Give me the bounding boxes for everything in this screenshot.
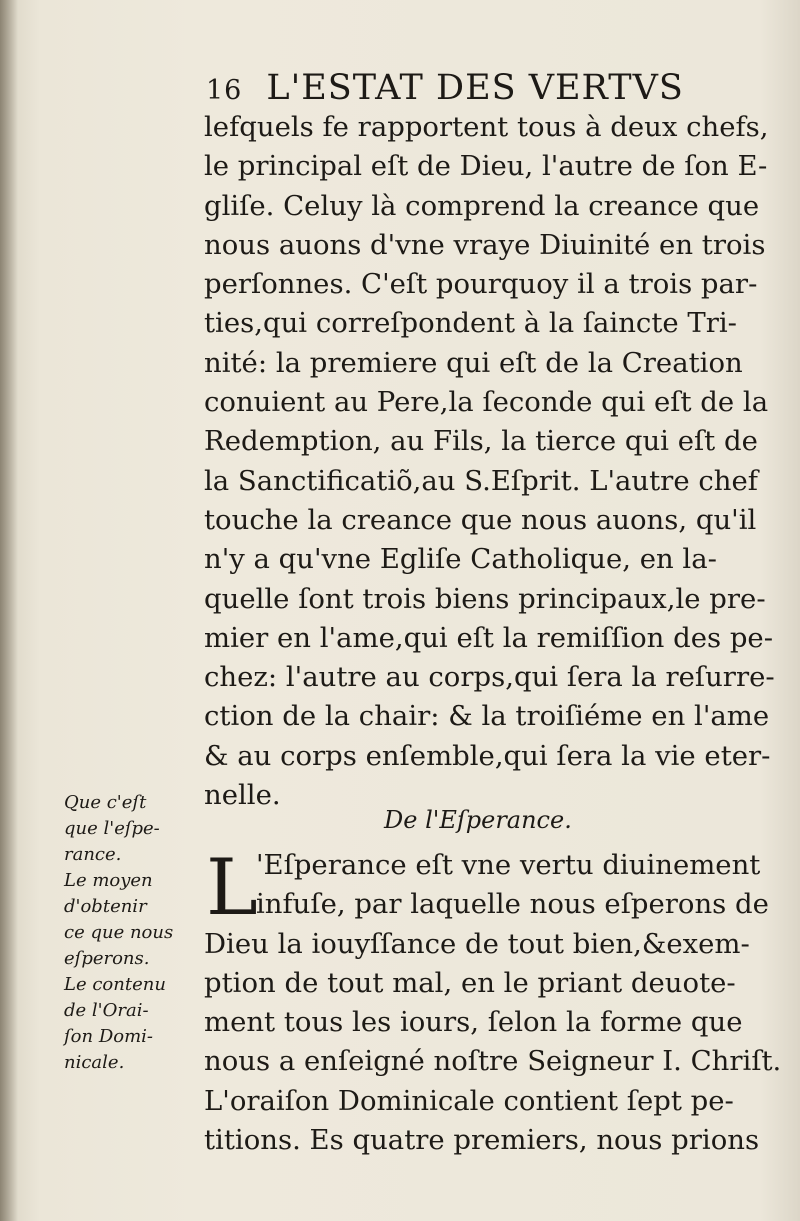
text-line: ction de la chair: & la troiſiéme en l'ame <box>204 700 770 733</box>
text-line: la Sanctificatiõ,au S.Eſprit. L'autre chef <box>204 464 758 497</box>
text-line: 'Eſperance eſt vne vertu diuinement <box>256 849 761 881</box>
margin-note: nicale. <box>64 1052 125 1073</box>
text-line: touche la creance que nous auons, qu'il <box>204 503 757 536</box>
page-number: 16 <box>206 75 243 106</box>
text-line: chez: l'autre au corps,qui ſera la reſurre- <box>204 661 775 694</box>
section-heading: De l'Eſperance. <box>384 806 572 834</box>
text-line: quelle ſont trois biens principaux,le pre- <box>204 582 766 615</box>
section-text <box>204 843 784 1160</box>
text-line: Redemption, au Fils, la tierce qui eſt de <box>204 425 758 458</box>
text-line: nelle. <box>204 779 281 812</box>
margin-note: eſperons. <box>64 948 150 969</box>
text-line: ption de tout mal, en le priant deuote- <box>204 966 736 999</box>
text-line: & au corps enſemble,qui ſera la vie eter- <box>204 739 771 772</box>
margin-note: d'obtenir <box>64 896 147 917</box>
running-head <box>206 68 766 112</box>
text-line: infuſe, par laquelle nous eſperons de <box>256 888 769 921</box>
margin-note: ce que nous <box>64 922 174 943</box>
margin-note: que l'eſpe- <box>64 818 160 839</box>
margin-note: rance. <box>64 844 122 865</box>
text-line: L'oraiſon Dominicale contient ſept pe- <box>204 1084 734 1117</box>
text-line: lefquels fe rapportent tous à deux chefs, <box>204 111 769 143</box>
text-line: nité: la premiere qui eſt de la Creation <box>204 346 743 379</box>
running-title: L'ESTAT DES VERTVS <box>266 68 684 108</box>
drop-capital: L <box>206 843 258 933</box>
text-line: gliſe. Celuy là comprend la creance que <box>204 189 760 222</box>
text-line: Dieu la iouyſſance de tout bien,&exem- <box>204 927 750 960</box>
margin-notes <box>64 790 194 1076</box>
text-line: mier en l'ame,qui eſt la remiſſion des pe- <box>204 621 773 654</box>
text-line: nous a enſeigné noſtre Seigneur I. Chriſt. <box>204 1045 782 1078</box>
body-text <box>204 108 784 815</box>
text-line: n'y a qu'vne Egliſe Catholique, en la- <box>204 543 717 576</box>
text-line: titions. Es quatre premiers, nous prions <box>204 1124 760 1157</box>
page-gutter-shadow <box>0 0 18 1221</box>
margin-note: Le contenu <box>64 974 166 995</box>
margin-note: de l'Orai- <box>64 1000 149 1021</box>
margin-note: Le moyen <box>64 870 153 891</box>
text-line: le principal eſt de Dieu, l'autre de ſon E- <box>204 150 768 183</box>
text-line: conuient au Pere,la ſeconde qui eſt de la <box>204 386 769 419</box>
text-line: perſonnes. C'eſt pourquoy il a trois par- <box>204 268 758 301</box>
text-line: nous auons d'vne vraye Diuinité en trois <box>204 228 766 261</box>
text-line: ment tous les iours, ſelon la forme que <box>204 1006 743 1039</box>
margin-note: ſon Domi- <box>64 1026 153 1047</box>
text-line: ties,qui correſpondent à la ſaincte Tri- <box>204 307 737 340</box>
margin-note: Que c'eſt <box>64 792 147 813</box>
